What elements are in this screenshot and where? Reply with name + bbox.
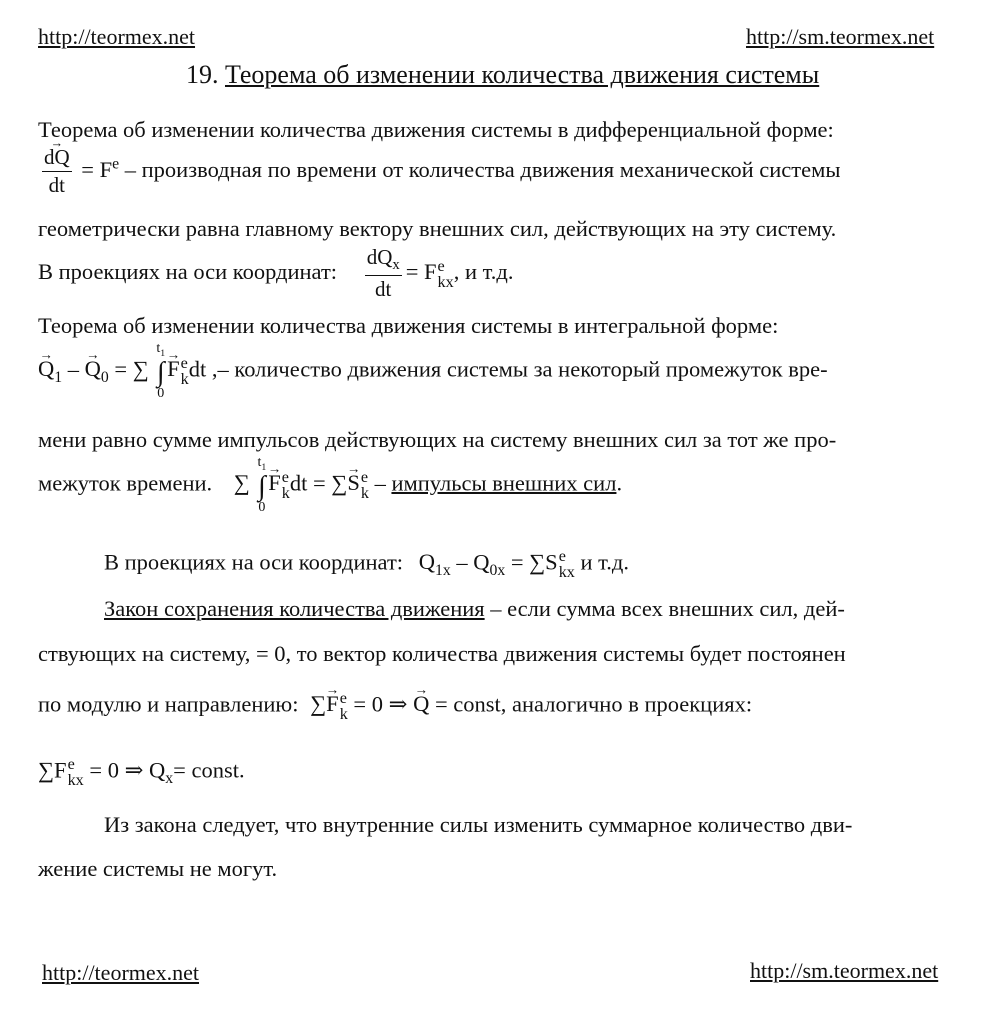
eq4-force: → F	[268, 470, 281, 496]
title-number: 19.	[186, 60, 219, 89]
eq3-q0-sub: 0	[100, 368, 109, 386]
p4-sub3: kx	[558, 563, 575, 582]
projection-line-2	[104, 548, 629, 580]
eq4-mid: dt = ∑	[289, 470, 348, 496]
projection2-prefix: В проекциях на оси координат:	[104, 549, 404, 575]
integral-description-a: ,– количество движения системы за некоторый промежуток вре-	[206, 356, 828, 382]
eq1-superscript: e	[112, 155, 120, 173]
eq2-numerator: dQ	[366, 245, 393, 269]
eq5-sum: ∑	[310, 691, 327, 717]
conclusion-line-a: Из закона следует, что внутренние силы изменить суммарное количество дви-	[104, 812, 853, 837]
page-title	[186, 60, 819, 90]
differential-description-a: – производная по времени от количества движения механической системы	[124, 156, 841, 182]
p4-sub2: 0x	[489, 561, 506, 579]
conservation-law-line-c	[38, 690, 752, 722]
projection-line-1	[38, 246, 513, 301]
eq5-end: = const, аналогично в проекциях:	[429, 691, 753, 717]
eq5-force-sup: e	[339, 689, 347, 707]
eq3-equals-sum: = ∑	[108, 356, 149, 382]
eq6-force-sub: kx	[67, 771, 84, 790]
eq4-force-sup: e	[281, 468, 289, 487]
eq4-integral	[257, 456, 266, 515]
conservation-law-text-a: – если сумма всех внешних сил, дей-	[484, 596, 845, 621]
eq3-dt: dt	[188, 356, 207, 382]
eq5-mid: = 0 ⇒	[347, 691, 414, 717]
integral-form-heading: Теорема об изменении количества движения системы в интегральной форме:	[38, 313, 779, 338]
eq3-minus: –	[62, 356, 85, 382]
eq4-lower-limit: 0	[258, 499, 266, 515]
eq2-denominator: dt	[375, 277, 392, 302]
projection-prefix: В проекциях на оси координат:	[38, 258, 338, 284]
eq3-force: → F	[167, 356, 180, 382]
eq3-q1-sub: 1	[54, 368, 63, 386]
eq3-q0: → Q	[85, 356, 101, 382]
header-link-teormex[interactable]: http://teormex.net	[38, 24, 196, 49]
eq3-force-sub: k	[180, 370, 189, 389]
eq3-lower-limit: 0	[157, 385, 165, 401]
integral-description-c: межуток времени.	[38, 470, 213, 496]
p4-rhs: = ∑S	[505, 549, 558, 575]
eq4-upper-limit: t	[257, 455, 262, 470]
eq4-impulse: → S	[347, 470, 360, 496]
integral-description-b: мени равно сумме импульсов действующих на систему внешних сил за тот же про-	[38, 427, 837, 452]
eq4-upper-limit-sub: 1	[261, 461, 267, 473]
eq2-numerator-sub: x	[392, 257, 400, 274]
p4-sup: e	[558, 547, 566, 565]
eq3-integral	[156, 342, 165, 401]
eq3-integral-sign: ∫	[156, 356, 165, 388]
eq1-denominator: dt	[48, 173, 65, 198]
footer-link-teormex[interactable]: http://teormex.net	[42, 960, 200, 985]
eq6-force: F	[54, 757, 67, 783]
p4-q: Q	[418, 549, 435, 575]
eq4-sum: ∑	[233, 470, 250, 496]
eq6-q-sub: x	[165, 769, 174, 787]
eq4-impulse-sub: k	[360, 484, 369, 503]
eq2-sub: kx	[437, 272, 454, 291]
conservation-law-line-a	[104, 596, 845, 622]
projection-suffix: , и т.д.	[453, 258, 514, 284]
eq1-numerator: → dQ	[44, 146, 70, 169]
header-link-sm-teormex[interactable]: http://sm.teormex.net	[746, 24, 935, 49]
equation-fraction-dqx-dt	[365, 246, 402, 301]
footer-link-sm-teormex[interactable]: http://sm.teormex.net	[750, 958, 939, 983]
eq2-sup: e	[437, 256, 445, 275]
eq6-force-sup: e	[67, 755, 75, 773]
conservation-law-term: Закон сохранения количества движения	[104, 596, 485, 621]
eq5-force-sub: k	[339, 705, 348, 724]
differential-equation-line	[38, 146, 840, 197]
conservation-law-text-c: по модулю и направлению:	[38, 691, 299, 717]
projection-conservation-line	[38, 756, 245, 788]
differential-description-b: геометрически равна главному вектору внешних сил, действующих на эту систему.	[38, 216, 837, 241]
eq4-integral-sign: ∫	[258, 470, 266, 502]
impulse-equation-line	[38, 456, 622, 515]
differential-form-heading: Теорема об изменении количества движения системы в дифференциальной форме:	[38, 117, 834, 142]
eq5-force: → F	[326, 691, 339, 717]
equation-fraction-dq-dt	[42, 146, 72, 197]
impulse-term: импульсы внешних сил	[391, 470, 617, 496]
conservation-law-line-b: ствующих на систему, = 0, то вектор количества движения системы будет постоянен	[38, 641, 846, 666]
eq4-dash: –	[368, 470, 392, 496]
integral-equation-line	[38, 342, 828, 401]
eq6-end: = const.	[173, 757, 245, 783]
projection2-suffix: и т.д.	[574, 549, 630, 575]
eq6-sum: ∑	[38, 757, 55, 783]
eq1-rhs: = F	[81, 156, 113, 182]
eq4-force-sub: k	[281, 484, 290, 503]
title-text: Теорема об изменении количества движения системы	[225, 60, 820, 89]
eq5-q: → Q	[413, 691, 429, 717]
eq3-q1: → Q	[38, 356, 54, 382]
p4-sub1: 1x	[434, 561, 451, 579]
eq6-mid: = 0 ⇒ Q	[83, 757, 166, 783]
conclusion-line-b: жение системы не могут.	[38, 856, 278, 881]
eq3-upper-limit: t	[156, 341, 161, 356]
p4-mid: – Q	[450, 549, 490, 575]
eq4-end: .	[616, 470, 623, 496]
eq2-rhs: = F	[405, 258, 437, 284]
eq3-force-sup: e	[180, 354, 188, 373]
eq4-impulse-sup: e	[360, 468, 369, 487]
eq3-upper-limit-sub: 1	[160, 347, 166, 359]
